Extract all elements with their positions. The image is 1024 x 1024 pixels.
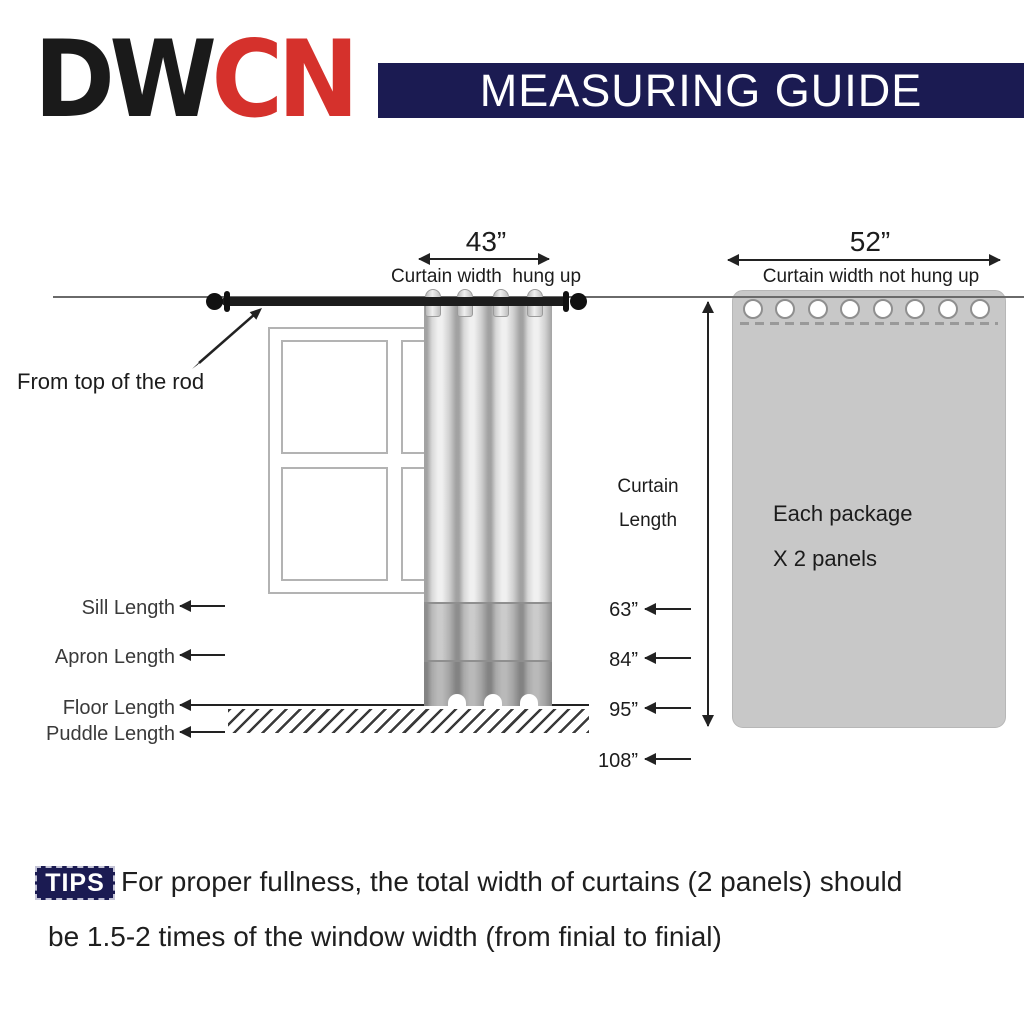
length-option-95-arrow <box>645 707 691 709</box>
length-option-84: 84” <box>609 649 638 671</box>
grommet-icon <box>743 299 763 319</box>
tips-text-line1: For proper fullness, the total width of curtains (2 panels) should <box>121 866 903 897</box>
length-option-84-arrow <box>645 657 691 659</box>
hung-width-value: 43” <box>465 226 507 257</box>
grommet-icon <box>970 299 990 319</box>
length-option-63-arrow <box>645 608 691 610</box>
curtain-length-arrow <box>707 302 709 726</box>
grommet-icon <box>840 299 860 319</box>
curtain-length-line2: Length <box>618 510 678 531</box>
page-title: MEASURING GUIDE <box>479 64 923 116</box>
length-option-63: 63” <box>609 599 638 621</box>
rod-finial-left-icon <box>206 293 223 310</box>
sill-arrow <box>180 605 225 607</box>
logo-text-dark: DW <box>34 18 212 141</box>
apron-arrow <box>180 654 225 656</box>
length-type-puddle: Puddle Length <box>45 723 175 745</box>
tips-badge <box>35 866 115 900</box>
title-banner <box>378 63 1024 118</box>
floor-hatch <box>228 709 589 733</box>
stitch-line <box>740 322 998 325</box>
window-pane <box>281 467 388 581</box>
rod-note-label: From top of the rod <box>17 369 205 394</box>
grommet-icon <box>808 299 828 319</box>
hem-arc-icon <box>448 694 466 706</box>
brand-logo <box>34 18 354 141</box>
puddle-arrow <box>180 731 225 733</box>
length-type-apron: Apron Length <box>54 646 175 668</box>
curtain-rod <box>222 297 568 306</box>
hem-arc-icon <box>484 694 502 706</box>
length-option-108: 108” <box>597 750 638 772</box>
curtain-length-line1: Curtain <box>617 476 679 497</box>
flat-width-value: 52” <box>849 226 891 257</box>
hung-width-arrow <box>419 258 549 260</box>
grommet-icon <box>905 299 925 319</box>
hung-width-caption: Curtain width hung up <box>390 266 582 287</box>
hung-curtain-panel <box>424 289 552 706</box>
rod-finial-right-icon <box>570 293 587 310</box>
tips-text-line2: be 1.5-2 times of the window width (from finial to finial) <box>48 921 722 952</box>
curtain-length-label <box>598 470 698 538</box>
rod-finial-left-disc-icon <box>224 291 230 312</box>
rod-finial-right-disc-icon <box>563 291 569 312</box>
hem-arc-icon <box>520 694 538 706</box>
flat-width-caption: Curtain width not hung up <box>762 266 980 287</box>
logo-text-red: CN <box>211 18 354 141</box>
grommet-icon <box>938 299 958 319</box>
length-option-108-arrow <box>645 758 691 760</box>
package-text-line2: X 2 panels <box>773 546 877 571</box>
package-text-line1: Each package <box>773 501 913 526</box>
flat-width-arrow <box>728 259 1000 261</box>
curtain-length-63-84-segment <box>424 602 552 660</box>
grommet-icon <box>873 299 893 319</box>
grommet-icon <box>775 299 795 319</box>
window-pane <box>281 340 388 454</box>
tips-badge-text: TIPS <box>45 868 105 897</box>
length-type-sill: Sill Length <box>81 597 175 619</box>
length-type-floor: Floor Length <box>62 697 175 719</box>
length-option-95: 95” <box>609 699 638 721</box>
